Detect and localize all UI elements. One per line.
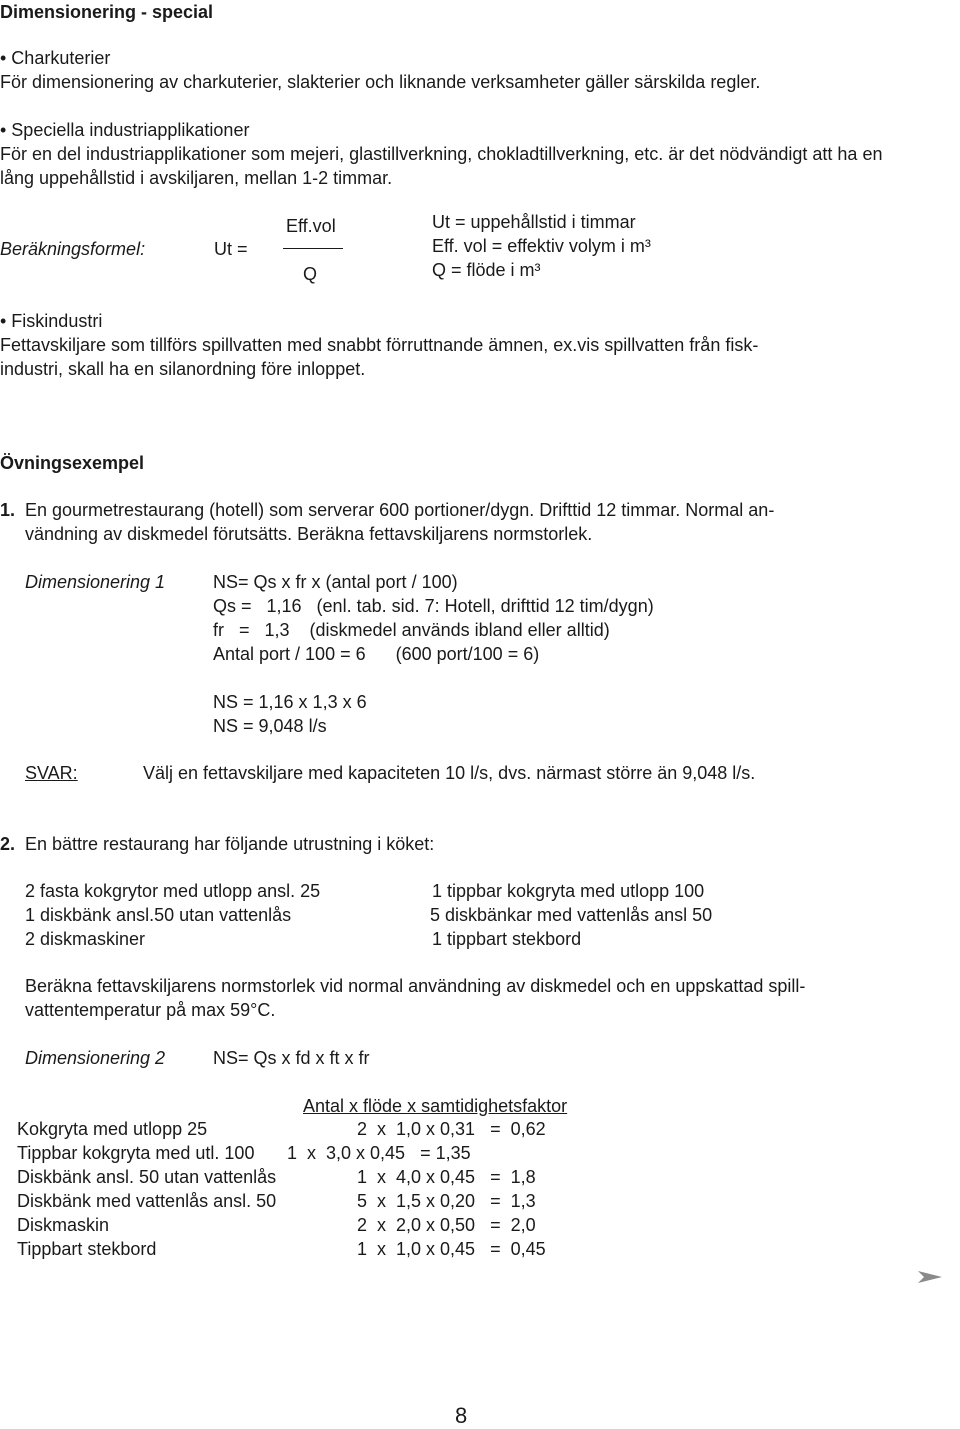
example-1-answer-label: SVAR: (25, 763, 78, 783)
equipment-left-3: 2 diskmaskiner (25, 929, 146, 949)
next-page-arrow-icon (918, 1270, 942, 1284)
section-text-industri-2: lång uppehållstid i avskiljaren, mellan 1-2 timmar. (0, 168, 393, 188)
formula-denominator: Q (303, 264, 318, 284)
example-1-calc-1: NS= Qs x fr x (antal port / 100) (213, 572, 458, 592)
example-1-calc-3: fr = 1,3 (diskmedel används ibland eller alltid) (213, 620, 610, 640)
table-cell-item: Diskbänk med vattenlås ansl. 50 (17, 1191, 277, 1211)
table-cell-calc: 1 x 1,0 x 0,45 = 0,45 (357, 1239, 546, 1259)
section-text-fisk-2: industri, skall ha en silanordning före inloppet. (0, 359, 366, 379)
table-row (0, 1165, 960, 1189)
example-2-number: 2. (0, 834, 16, 854)
table-cell-calc: 2 x 1,0 x 0,31 = 0,62 (357, 1119, 546, 1139)
example-1-calc-4: Antal port / 100 = 6 (600 port/100 = 6) (213, 644, 540, 664)
table-row (0, 1117, 960, 1141)
fraction-bar (283, 248, 343, 249)
section-text-industri-1: För en del industriapplikationer som mejeri, glastillverkning, chokladtillverkning, etc. är det nödvändigt att ha en (0, 144, 883, 164)
table-row (0, 1189, 960, 1213)
table-cell-calc: 5 x 1,5 x 0,20 = 1,3 (357, 1191, 536, 1211)
formula-def-q: Q = flöde i m³ (432, 260, 541, 280)
table-cell-item: Tippbar kokgryta med utl. 100 (17, 1143, 255, 1163)
example-1-result-2: NS = 9,048 l/s (213, 716, 327, 736)
example-2-dim-label: Dimensionering 2 (25, 1048, 166, 1068)
section-text-fisk-1: Fettavskiljare som tillförs spillvatten med snabbt förruttnande ämnen, ex.vis spillvatten från fisk- (0, 335, 759, 355)
exercises-heading: Övningsexempel (0, 453, 145, 473)
equipment-left-1: 2 fasta kokgrytor med utlopp ansl. 25 (25, 881, 321, 901)
example-2-task-2: vattentemperatur på max 59°C. (25, 1000, 276, 1020)
formula-numerator: Eff.vol (286, 216, 336, 236)
equipment-right-3: 1 tippbart stekbord (432, 929, 582, 949)
equipment-right-1: 1 tippbar kokgryta med utlopp 100 (432, 881, 705, 901)
example-1-answer-text: Välj en fettavskiljare med kapaciteten 10 l/s, dvs. närmast större än 9,048 l/s. (143, 763, 756, 783)
example-1-text-1: En gourmetrestaurang (hotell) som serverar 600 portioner/dygn. Drifttid 12 timmar. Normal an- (25, 500, 775, 520)
equipment-right-2: 5 diskbänkar med vattenlås ansl 50 (430, 905, 713, 925)
example-2-task-1: Beräkna fettavskiljarens normstorlek vid normal användning av diskmedel och en uppskattad spill- (25, 976, 806, 996)
example-1-number: 1. (0, 500, 16, 520)
example-1-text-2: vändning av diskmedel förutsätts. Beräkna fettavskiljarens normstorlek. (25, 524, 593, 544)
example-1-calc-2: Qs = 1,16 (enl. tab. sid. 7: Hotell, drifttid 12 tim/dygn) (213, 596, 654, 616)
example-1-result-1: NS = 1,16 x 1,3 x 6 (213, 692, 367, 712)
equipment-left-2: 1 diskbänk ansl.50 utan vattenlås (25, 905, 292, 925)
section-heading-charkuterier: • Charkuterier (0, 48, 111, 68)
table-cell-item: Kokgryta med utlopp 25 (17, 1119, 208, 1139)
table-cell-item: Tippbart stekbord (17, 1239, 157, 1259)
table-cell-calc: 1 x 4,0 x 0,45 = 1,8 (357, 1167, 536, 1187)
table-cell-calc: 1 x 3,0 x 0,45 = 1,35 (287, 1143, 471, 1163)
table-cell-item: Diskmaskin (17, 1215, 110, 1235)
page-title: Dimensionering - special (0, 2, 214, 22)
formula-def-effvol: Eff. vol = effektiv volym i m³ (432, 236, 651, 256)
example-2-formula: NS= Qs x fd x ft x fr (213, 1048, 370, 1068)
page-number: 8 (455, 1403, 468, 1428)
example-1-dim-label: Dimensionering 1 (25, 572, 166, 592)
formula-def-ut: Ut = uppehållstid i timmar (432, 212, 636, 232)
formula-label: Beräkningsformel: (0, 239, 146, 259)
section-heading-fisk: • Fiskindustri (0, 311, 103, 331)
table-row (0, 1237, 960, 1261)
table-row (0, 1141, 960, 1165)
section-heading-industri: • Speciella industriapplikationer (0, 120, 250, 140)
formula-lhs: Ut = (214, 239, 248, 259)
table-row (0, 1213, 960, 1237)
example-2-intro: En bättre restaurang har följande utrustning i köket: (25, 834, 435, 854)
section-text-charkuterier: För dimensionering av charkuterier, slakterier och liknande verksamheter gäller särskilda regler. (0, 72, 761, 92)
table-cell-calc: 2 x 2,0 x 0,50 = 2,0 (357, 1215, 536, 1235)
table-cell-item: Diskbänk ansl. 50 utan vattenlås (17, 1167, 277, 1187)
table-header: Antal x flöde x samtidighetsfaktor (303, 1096, 568, 1116)
